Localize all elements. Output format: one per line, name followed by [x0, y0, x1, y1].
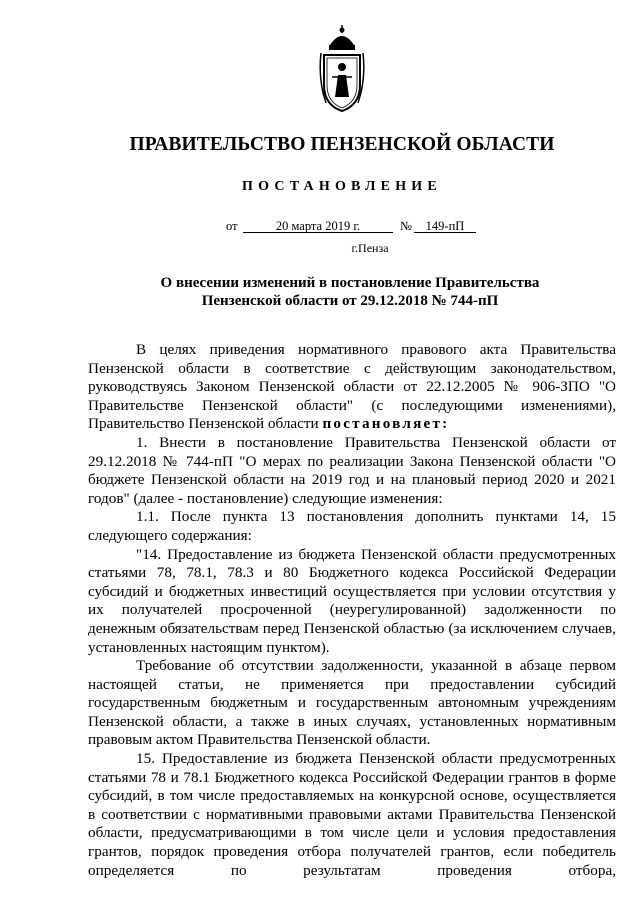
paragraph-14-requirement: Требование об отсутствии задолженности, указанной в абзаце первом настоящей статьи, не применяется при предоставлении субсидий государственным бюджетным и государственным автономным учреждениям Пензенской области, а также в иных случаях, установленных нормативным правовым актом Правительства Пензенской области. [88, 657, 616, 749]
document-subject [0, 274, 640, 310]
paragraph-1-1: 1.1. После пункта 13 постановления дополнить пунктами 14, 15 следующего содержания: [88, 508, 616, 544]
document-date: 20 марта 2019 г. [275, 219, 361, 233]
preamble-paragraph [88, 341, 616, 434]
coat-of-arms-icon [318, 25, 366, 113]
document-body [88, 341, 616, 880]
city: г.Пенза [351, 241, 389, 255]
organization-title: ПРАВИТЕЛЬСТВО ПЕНЗЕНСКОЙ ОБЛАСТИ [129, 134, 555, 155]
number-prefix: № [400, 219, 412, 233]
subject-line-1: О внесении изменений в постановление Правительства [160, 275, 540, 291]
paragraph-14: "14. Предоставление из бюджета Пензенской области предусмотренных статьями 78, 78.1, 78.3 и 80 Бюджетного кодекса Российской Федерации субсидий и бюджетных инвестиций осуществляется при условии отсутствия у их получателей просроченной (неурегулированной) задолженности по денежным обязательствам перед Пензенской областью (за исключением случаев, установленных настоящим пунктом). [88, 545, 616, 656]
document-number: 149-пП [425, 219, 465, 233]
paragraph-1: 1. Внести в постановление Правительства Пензенской области от 29.12.2018 № 744-пП "О мерах по реализации Закона Пензенской области "О бюджете Пензенской области на 2019 год и на плановый период 2020 и 2021 годов" (далее - постановление) следующие изменения: [88, 433, 616, 507]
resolves-word: постановляет: [322, 415, 450, 433]
subject-line-2: Пензенской области от 29.12.2018 № 744-пП [201, 293, 499, 309]
document-type: ПОСТАНОВЛЕНИЕ [242, 179, 442, 194]
paragraph-15: 15. Предоставление из бюджета Пензенской области предусмотренных статьями 78 и 78.1 Бюджетного кодекса Российской Федерации грантов в форме субсидий, в том числе предоставляемых на конкурсной основе, осуществляется в соответствии с нормативными правовыми актами Правительства Пензенской области, предусматривающими в том числе цели и условия предоставления грантов, порядок проведения отбора получателей грантов, если победитель определяется по результатам проведения отбора, [88, 750, 616, 879]
date-prefix: от [226, 219, 238, 233]
preamble-text: В целях приведения нормативного правового акта Правительства Пензенской области в соответствие с действующим законодательством, руководствуясь Законом Пензенской области от 22.12.2005 № 906-ЗПО "О Правительстве Пензенской области" (с последующими изменениями), Правительство Пензенской области [88, 341, 616, 433]
